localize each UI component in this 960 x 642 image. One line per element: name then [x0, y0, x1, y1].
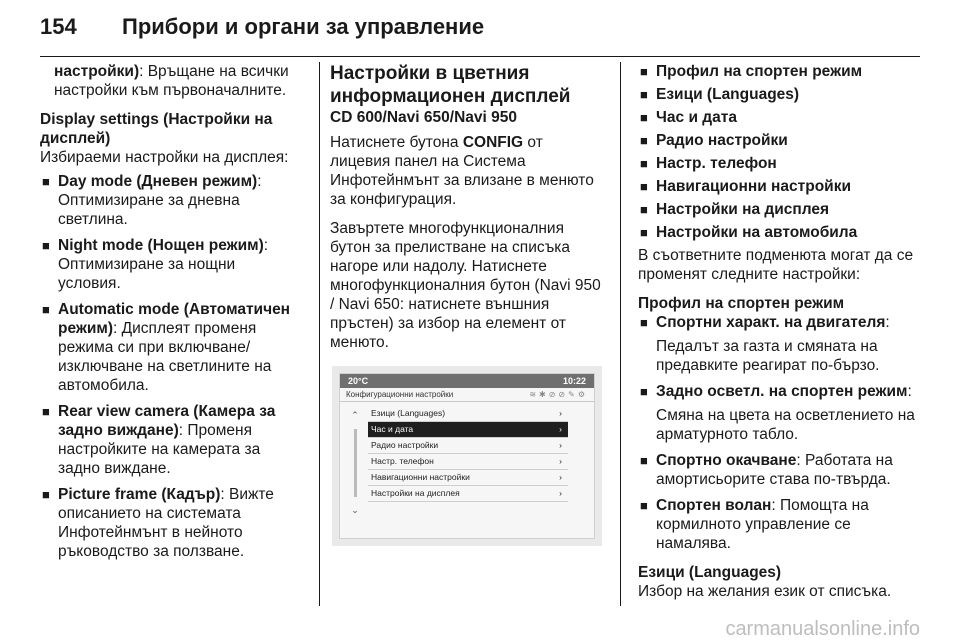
screen-menu-label: Навигационни настройки [371, 472, 470, 482]
menu-item: ■ Настройки на дисплея [638, 200, 920, 219]
screen-menu-label: Час и дата [371, 424, 414, 434]
knob-paragraph: Завъртете многофункционалния бутон за прелистване на списъка нагоре или надолу. Натиснете многофункционалния бутон (Navi 950 / Navi 650: натиснете външния пръстен) за избор на елемент от менюто. [330, 220, 601, 351]
screen-menu-label: Настр. телефон [371, 456, 434, 466]
header-divider [40, 56, 920, 57]
sport-profile-heading: Профил на спортен режим [638, 295, 845, 312]
screen-menu-list [368, 406, 568, 502]
screen-status-icons: ≋✱⊘⊘✎⚙ [529, 390, 588, 399]
item-label: Спортно окачване [656, 452, 797, 469]
section-heading: Настройки в цветния информационен дисплей [330, 63, 571, 107]
menu-note: В съответните подменюта могат да се променят следните настройки: [638, 247, 914, 283]
config-text-a: Натиснете бутона [330, 134, 463, 151]
item-description: Смяна на цвета на осветлението на арматурното табло. [656, 407, 915, 443]
item-text: : Работата на амортисьорите става по-твърда. [656, 452, 893, 488]
menu-item: ■ Час и дата [638, 108, 920, 127]
config-button-name: CONFIG [462, 134, 524, 151]
item-text: : Помощта на кормилното управление се намалява. [656, 497, 869, 552]
column-left [40, 62, 302, 568]
display-settings-heading: Display settings (Настройки на дисплей) [40, 111, 273, 147]
menu-item: ■ Радио настройки [638, 131, 920, 150]
chevron-right-icon: › [559, 456, 562, 466]
list-item [638, 451, 920, 489]
item-label: Day mode (Дневен режим) [58, 173, 258, 190]
screen-menu-label: Радио настройки [371, 440, 439, 450]
intro-text: : Връщане на всички настройки към първоначалните. [54, 63, 289, 99]
item-text: : Оптимизиране за нощни условия. [58, 237, 269, 292]
screen-menu-item [368, 486, 568, 502]
list-item [40, 236, 302, 293]
menu-item: ■ Навигационни настройки [638, 177, 920, 196]
item-text: : Вижте описанието на системата Инфотейнмънт в нейното ръководство за ползване. [58, 486, 274, 560]
column-middle [330, 62, 602, 546]
screen-display [339, 373, 595, 539]
item-text: : Променя настройките на камерата за задно виждане. [58, 422, 261, 477]
item-label: Задно осветл. на спортен режим [656, 383, 908, 400]
item-text: : Дисплеят променя режима си при включване/ изключване на светлините на автомобила. [58, 320, 272, 394]
item-label: Automatic mode (Автоматичен режим) [58, 301, 291, 337]
menu-item: ■ Езици (Languages) [638, 85, 920, 104]
menu-item: ■ Профил на спортен режим [638, 62, 920, 81]
item-label: Спортни характ. на двигателя [656, 314, 886, 331]
page-number: 154 [40, 14, 77, 39]
item-label: Спортен волан [656, 497, 772, 514]
chevron-right-icon: › [559, 472, 562, 482]
column-divider-2 [620, 62, 621, 606]
item-label: Night mode (Нощен режим) [58, 237, 264, 254]
list-item [638, 496, 920, 553]
menu-item: ■ Настройки на автомобила [638, 223, 920, 242]
chevron-down-icon: ⌄ [351, 505, 359, 515]
item-text: : [907, 383, 912, 400]
item-label: Picture frame (Кадър) [58, 486, 221, 503]
screen-title-bar [340, 388, 594, 402]
intro-paragraph [40, 62, 302, 100]
page-header [40, 14, 484, 50]
screen-scrollbar [348, 406, 362, 515]
column-divider-1 [319, 62, 320, 606]
screen-title: Конфигурационни настройки [346, 390, 454, 399]
scroll-track [354, 429, 357, 497]
chevron-right-icon: › [559, 440, 562, 450]
languages-text: Избор на желания език от списъка. [638, 583, 892, 600]
screen-time: 10:22 [562, 375, 586, 386]
chevron-right-icon: › [559, 424, 562, 434]
chevron-up-icon: ⌃ [351, 410, 359, 420]
display-settings-text: Избираеми настройки на дисплея: [40, 149, 289, 166]
list-item [638, 313, 920, 375]
list-item [40, 402, 302, 478]
page-title: Прибори и органи за управление [122, 14, 485, 39]
languages-heading: Езици (Languages) [638, 564, 782, 581]
column-right [638, 62, 920, 601]
list-item [40, 485, 302, 561]
screen-menu-label: Настройки на дисплея [371, 488, 460, 498]
watermark: carmanualsonline.info [725, 618, 920, 640]
screen-temperature: 20°C [348, 375, 369, 386]
item-text: : Оптимизиране за дневна светлина. [58, 173, 262, 228]
infotainment-screenshot [332, 366, 602, 546]
chevron-right-icon: › [559, 408, 562, 418]
list-item [638, 382, 920, 444]
screen-menu-label: Езици (Languages) [371, 408, 446, 418]
list-item [40, 172, 302, 229]
list-item [40, 300, 302, 395]
item-description: Педалът за газта и смяната на предавките реагират по-бързо. [656, 338, 880, 374]
config-text-c: от лицевия панел на Система Инфотейнмънт за влизане в менюто за конфигурация. [330, 134, 594, 208]
item-text: : [885, 314, 890, 331]
config-paragraph [330, 133, 602, 209]
chevron-right-icon: › [559, 488, 562, 498]
intro-bold: настройки) [54, 63, 140, 80]
menu-item: ■ Настр. телефон [638, 154, 920, 173]
item-label: Rear view camera (Камера за задно виждане) [58, 403, 276, 439]
model-line: CD 600/Navi 650/Navi 950 [330, 109, 517, 126]
